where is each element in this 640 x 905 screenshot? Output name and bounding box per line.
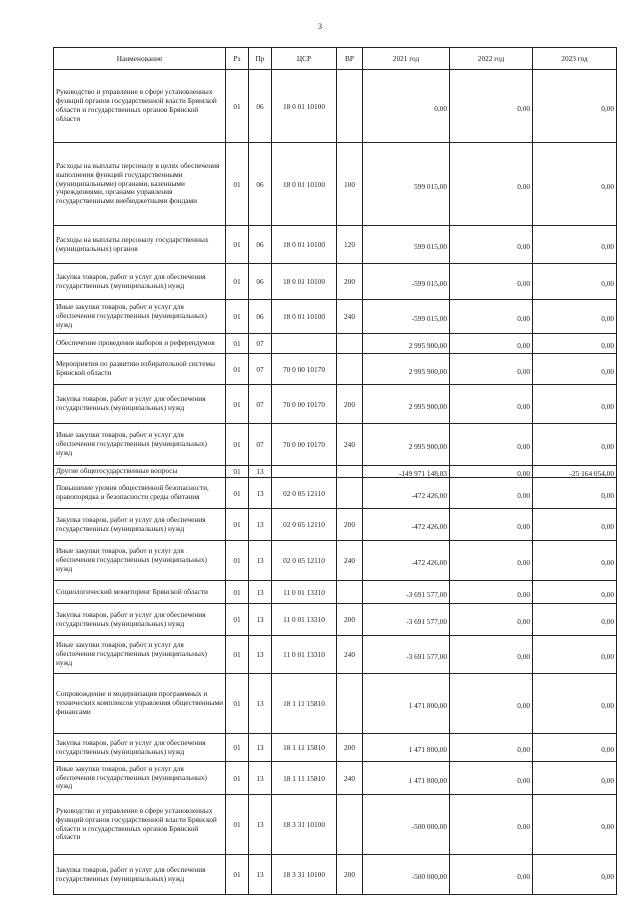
cell-csr: 02 0 05 12110 bbox=[272, 478, 337, 509]
cell-pr: 13 bbox=[249, 855, 272, 895]
header-pr: Пр bbox=[249, 48, 272, 70]
cell-2022: 0,00 bbox=[450, 385, 533, 424]
cell-csr: 11 0 01 13310 bbox=[272, 604, 337, 636]
table-row bbox=[54, 674, 617, 734]
cell-name: Руководство и управление в сфере установленных функций органов государственной власти Брянской области и государственных органов Брянской области bbox=[54, 70, 226, 143]
cell-rz: 01 bbox=[226, 334, 249, 354]
header-csr: ЦСР bbox=[272, 48, 337, 70]
table-row bbox=[54, 334, 617, 354]
cell-2021: 1 471 800,00 bbox=[363, 674, 450, 734]
cell-pr: 07 bbox=[249, 354, 272, 385]
cell-rz: 01 bbox=[226, 226, 249, 264]
cell-rz: 01 bbox=[226, 762, 249, 795]
cell-2021: 2 995 900,00 bbox=[363, 334, 450, 354]
table-header-row bbox=[54, 48, 617, 70]
cell-2021: -3 691 577,00 bbox=[363, 581, 450, 604]
cell-csr: 70 0 00 10170 bbox=[272, 385, 337, 424]
cell-vr: 200 bbox=[337, 734, 363, 762]
cell-2022: 0,00 bbox=[450, 762, 533, 795]
header-name: Наименование bbox=[54, 48, 226, 70]
cell-pr: 07 bbox=[249, 334, 272, 354]
cell-2021: 0,00 bbox=[363, 70, 450, 143]
cell-2023: 0,00 bbox=[533, 143, 617, 226]
cell-2022: 0,00 bbox=[450, 604, 533, 636]
cell-name: Иные закупки товаров, работ и услуг для обеспечения государственных (муниципальных) нужд bbox=[54, 300, 226, 334]
cell-pr: 13 bbox=[249, 674, 272, 734]
cell-2021: 599 015,00 bbox=[363, 143, 450, 226]
cell-2021: 599 015,00 bbox=[363, 226, 450, 264]
table-row bbox=[54, 541, 617, 581]
table-row bbox=[54, 264, 617, 300]
cell-rz: 01 bbox=[226, 795, 249, 855]
cell-2023: 0,00 bbox=[533, 636, 617, 674]
cell-2022: 0,00 bbox=[450, 795, 533, 855]
cell-vr: 240 bbox=[337, 541, 363, 581]
cell-2021: -599 015,00 bbox=[363, 300, 450, 334]
cell-pr: 13 bbox=[249, 734, 272, 762]
cell-pr: 06 bbox=[249, 300, 272, 334]
cell-2023: 0,00 bbox=[533, 385, 617, 424]
page-number: 3 bbox=[318, 22, 322, 31]
table-row bbox=[54, 855, 617, 895]
cell-2021: 2 995 900,00 bbox=[363, 354, 450, 385]
cell-pr: 06 bbox=[249, 226, 272, 264]
cell-2023: 0,00 bbox=[533, 509, 617, 541]
cell-csr: 18 0 01 10100 bbox=[272, 143, 337, 226]
cell-rz: 01 bbox=[226, 264, 249, 300]
cell-rz: 01 bbox=[226, 466, 249, 478]
cell-rz: 01 bbox=[226, 541, 249, 581]
cell-csr: 18 0 01 10100 bbox=[272, 226, 337, 264]
cell-pr: 06 bbox=[249, 264, 272, 300]
cell-name: Мероприятия по развитию избирательной системы Брянской области bbox=[54, 354, 226, 385]
cell-name: Закупка товаров, работ и услуг для обеспечения государственных (муниципальных) нужд bbox=[54, 855, 226, 895]
cell-name: Иные закупки товаров, работ и услуг для обеспечения государственных (муниципальных) нужд bbox=[54, 541, 226, 581]
cell-name: Социологический мониторинг Брянской области bbox=[54, 581, 226, 604]
cell-2023: 0,00 bbox=[533, 762, 617, 795]
cell-2023: 0,00 bbox=[533, 855, 617, 895]
cell-vr: 200 bbox=[337, 604, 363, 636]
table-row bbox=[54, 70, 617, 143]
cell-vr bbox=[337, 795, 363, 855]
table-row bbox=[54, 734, 617, 762]
cell-csr: 02 0 05 12110 bbox=[272, 509, 337, 541]
cell-name: Закупка товаров, работ и услуг для обеспечения государственных (муниципальных) нужд bbox=[54, 604, 226, 636]
cell-name: Руководство и управление в сфере установленных функций органов государственной власти Брянской области и государственных органов Брянской области bbox=[54, 795, 226, 855]
cell-vr bbox=[337, 70, 363, 143]
cell-vr: 200 bbox=[337, 855, 363, 895]
table-row bbox=[54, 354, 617, 385]
cell-rz: 01 bbox=[226, 354, 249, 385]
cell-2023: 0,00 bbox=[533, 70, 617, 143]
cell-csr: 11 0 01 13310 bbox=[272, 581, 337, 604]
cell-vr: 240 bbox=[337, 762, 363, 795]
cell-vr: 240 bbox=[337, 636, 363, 674]
cell-csr bbox=[272, 334, 337, 354]
cell-2023: 0,00 bbox=[533, 734, 617, 762]
cell-2021: 1 471 800,00 bbox=[363, 762, 450, 795]
table-row bbox=[54, 478, 617, 509]
cell-rz: 01 bbox=[226, 424, 249, 466]
cell-csr: 18 1 11 15810 bbox=[272, 734, 337, 762]
cell-2022: 0,00 bbox=[450, 300, 533, 334]
cell-2023: 0,00 bbox=[533, 354, 617, 385]
header-2021: 2021 год bbox=[363, 48, 450, 70]
table-row bbox=[54, 300, 617, 334]
cell-2023: 0,00 bbox=[533, 264, 617, 300]
cell-2023: 0,00 bbox=[533, 541, 617, 581]
cell-name: Закупка товаров, работ и услуг для обеспечения государственных (муниципальных) нужд bbox=[54, 264, 226, 300]
cell-pr: 13 bbox=[249, 636, 272, 674]
cell-2021: -472 426,00 bbox=[363, 509, 450, 541]
cell-2023: 0,00 bbox=[533, 604, 617, 636]
cell-name: Сопровождение и модернизация программных и технических комплексов управления общественными финансами bbox=[54, 674, 226, 734]
cell-vr bbox=[337, 674, 363, 734]
cell-rz: 01 bbox=[226, 855, 249, 895]
table-row bbox=[54, 604, 617, 636]
cell-2022: 0,00 bbox=[450, 509, 533, 541]
cell-csr: 70 0 00 10170 bbox=[272, 424, 337, 466]
cell-name: Повышение уровня общественной безопасности, правопорядка и безопасности среды обитания bbox=[54, 478, 226, 509]
cell-vr bbox=[337, 334, 363, 354]
cell-name: Обеспечение проведения выборов и референдумов bbox=[54, 334, 226, 354]
table-row bbox=[54, 795, 617, 855]
header-2023: 2023 год bbox=[533, 48, 617, 70]
cell-2022: 0,00 bbox=[450, 466, 533, 478]
budget-table bbox=[53, 47, 617, 895]
cell-2023: 0,00 bbox=[533, 674, 617, 734]
cell-2022: 0,00 bbox=[450, 734, 533, 762]
cell-2022: 0,00 bbox=[450, 70, 533, 143]
cell-2021: -3 691 577,00 bbox=[363, 636, 450, 674]
header-2022: 2022 год bbox=[450, 48, 533, 70]
cell-csr: 18 0 01 10100 bbox=[272, 264, 337, 300]
cell-name: Иные закупки товаров, работ и услуг для обеспечения государственных (муниципальных) нужд bbox=[54, 636, 226, 674]
cell-csr: 18 3 31 10100 bbox=[272, 855, 337, 895]
cell-name: Расходы на выплаты персоналу в целях обеспечения выполнения функций государственными (муниципальными) органами, казенными учреждениями, органами управления государственными внебюджетными фондами bbox=[54, 143, 226, 226]
cell-2023: 0,00 bbox=[533, 795, 617, 855]
cell-pr: 13 bbox=[249, 541, 272, 581]
cell-pr: 06 bbox=[249, 143, 272, 226]
cell-vr bbox=[337, 581, 363, 604]
table-row bbox=[54, 143, 617, 226]
cell-2022: 0,00 bbox=[450, 674, 533, 734]
cell-rz: 01 bbox=[226, 300, 249, 334]
cell-name: Закупка товаров, работ и услуг для обеспечения государственных (муниципальных) нужд bbox=[54, 385, 226, 424]
cell-name: Иные закупки товаров, работ и услуг для обеспечения государственных (муниципальных) нужд bbox=[54, 424, 226, 466]
table-row bbox=[54, 636, 617, 674]
cell-vr bbox=[337, 478, 363, 509]
cell-rz: 01 bbox=[226, 70, 249, 143]
cell-pr: 07 bbox=[249, 385, 272, 424]
cell-csr: 18 0 01 10100 bbox=[272, 70, 337, 143]
cell-2023: 0,00 bbox=[533, 226, 617, 264]
cell-vr: 200 bbox=[337, 509, 363, 541]
cell-2022: 0,00 bbox=[450, 334, 533, 354]
cell-2021: -472 426,00 bbox=[363, 541, 450, 581]
cell-2022: 0,00 bbox=[450, 478, 533, 509]
cell-csr: 18 0 01 10100 bbox=[272, 300, 337, 334]
cell-2023: 0,00 bbox=[533, 300, 617, 334]
cell-pr: 07 bbox=[249, 424, 272, 466]
cell-2021: -500 000,00 bbox=[363, 795, 450, 855]
cell-pr: 13 bbox=[249, 795, 272, 855]
cell-2021: 2 995 900,00 bbox=[363, 424, 450, 466]
cell-2022: 0,00 bbox=[450, 855, 533, 895]
cell-rz: 01 bbox=[226, 604, 249, 636]
cell-vr: 240 bbox=[337, 424, 363, 466]
cell-2022: 0,00 bbox=[450, 541, 533, 581]
cell-pr: 13 bbox=[249, 478, 272, 509]
table-row bbox=[54, 385, 617, 424]
cell-csr bbox=[272, 466, 337, 478]
cell-csr: 70 0 00 10170 bbox=[272, 354, 337, 385]
cell-vr: 200 bbox=[337, 264, 363, 300]
cell-vr: 240 bbox=[337, 300, 363, 334]
cell-pr: 13 bbox=[249, 604, 272, 636]
cell-2022: 0,00 bbox=[450, 424, 533, 466]
cell-name: Расходы на выплаты персоналу государственных (муниципальных) органов bbox=[54, 226, 226, 264]
cell-pr: 13 bbox=[249, 762, 272, 795]
cell-vr bbox=[337, 354, 363, 385]
cell-pr: 13 bbox=[249, 466, 272, 478]
table-row bbox=[54, 762, 617, 795]
cell-2022: 0,00 bbox=[450, 143, 533, 226]
cell-2021: -3 691 577,00 bbox=[363, 604, 450, 636]
cell-csr: 18 3 31 10100 bbox=[272, 795, 337, 855]
cell-name: Закупка товаров, работ и услуг для обеспечения государственных (муниципальных) нужд bbox=[54, 509, 226, 541]
cell-csr: 18 1 11 15810 bbox=[272, 674, 337, 734]
cell-2023: 0,00 bbox=[533, 478, 617, 509]
cell-name: Другие общегосударственные вопросы bbox=[54, 466, 226, 478]
cell-2022: 0,00 bbox=[450, 354, 533, 385]
cell-vr bbox=[337, 466, 363, 478]
cell-rz: 01 bbox=[226, 674, 249, 734]
cell-csr: 02 0 05 12110 bbox=[272, 541, 337, 581]
table-row bbox=[54, 424, 617, 466]
cell-vr: 120 bbox=[337, 226, 363, 264]
cell-2021: -149 971 148,83 bbox=[363, 466, 450, 478]
table-row bbox=[54, 581, 617, 604]
cell-csr: 18 1 11 15810 bbox=[272, 762, 337, 795]
header-rz: Рз bbox=[226, 48, 249, 70]
header-vr: ВР bbox=[337, 48, 363, 70]
table-row bbox=[54, 509, 617, 541]
cell-rz: 01 bbox=[226, 143, 249, 226]
table-body bbox=[54, 70, 617, 895]
cell-rz: 01 bbox=[226, 478, 249, 509]
cell-2022: 0,00 bbox=[450, 226, 533, 264]
cell-rz: 01 bbox=[226, 636, 249, 674]
cell-2021: 1 471 800,00 bbox=[363, 734, 450, 762]
cell-name: Закупка товаров, работ и услуг для обеспечения государственных (муниципальных) нужд bbox=[54, 734, 226, 762]
cell-2022: 0,00 bbox=[450, 581, 533, 604]
cell-csr: 11 0 01 13310 bbox=[272, 636, 337, 674]
cell-2023: 0,00 bbox=[533, 581, 617, 604]
cell-rz: 01 bbox=[226, 581, 249, 604]
cell-2023: 0,00 bbox=[533, 334, 617, 354]
cell-vr: 100 bbox=[337, 143, 363, 226]
cell-2022: 0,00 bbox=[450, 636, 533, 674]
cell-pr: 13 bbox=[249, 581, 272, 604]
cell-2023: -25 164 054,00 bbox=[533, 466, 617, 478]
cell-rz: 01 bbox=[226, 385, 249, 424]
cell-2021: -472 426,00 bbox=[363, 478, 450, 509]
cell-rz: 01 bbox=[226, 734, 249, 762]
cell-2022: 0,00 bbox=[450, 264, 533, 300]
cell-pr: 06 bbox=[249, 70, 272, 143]
cell-2023: 0,00 bbox=[533, 424, 617, 466]
table-row bbox=[54, 466, 617, 478]
cell-vr: 200 bbox=[337, 385, 363, 424]
cell-name: Иные закупки товаров, работ и услуг для обеспечения государственных (муниципальных) нужд bbox=[54, 762, 226, 795]
table-row bbox=[54, 226, 617, 264]
cell-rz: 01 bbox=[226, 509, 249, 541]
cell-2021: -500 000,00 bbox=[363, 855, 450, 895]
cell-2021: -599 015,00 bbox=[363, 264, 450, 300]
cell-pr: 13 bbox=[249, 509, 272, 541]
cell-2021: 2 995 900,00 bbox=[363, 385, 450, 424]
